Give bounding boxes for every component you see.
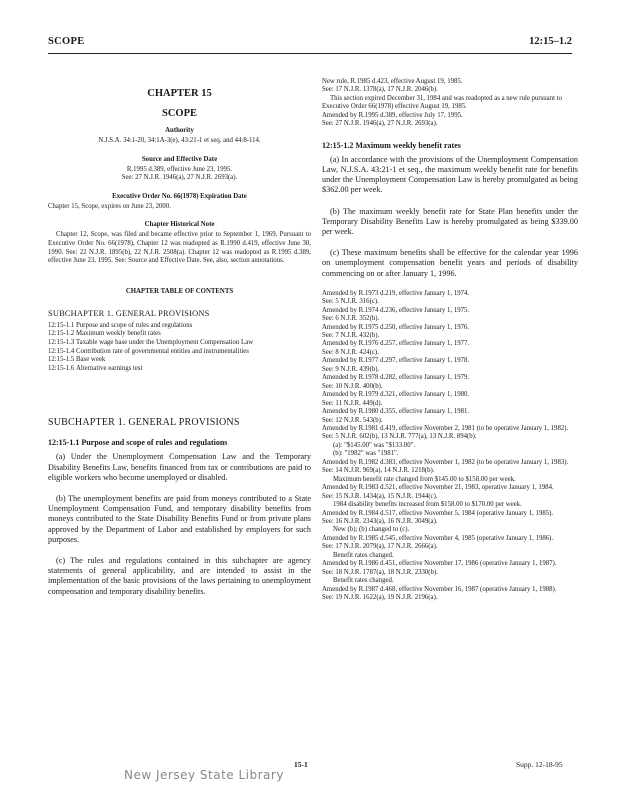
chapter-number: CHAPTER 15 <box>147 88 212 99</box>
toc-item-number: 12:15-1.5 <box>48 356 75 364</box>
history-line: See: 17 N.J.R. 2079(a), 17 N.J.R. 2666(a). <box>322 543 438 551</box>
source-label: Source and Effective Date <box>141 155 218 163</box>
history-line: Amended by R.1980 d.355, effective January 1, 1981. <box>322 408 470 416</box>
toc-item-number: 12:15-1.3 <box>48 338 75 346</box>
source-line: R.1995 d.389, effective June 23, 1995. <box>126 165 233 173</box>
toc-title: CHAPTER TABLE OF CONTENTS <box>125 287 234 295</box>
section-paragraph: (c) These maximum benefits shall be effective for the calendar year 1996 on unemployment compensation benefit years and periods of disability commencing on or after January 1, 1996. <box>322 248 578 278</box>
toc-item[interactable] <box>48 365 311 374</box>
section-paragraph: (a) Under the Unemployment Compensation Law and the Temporary Disability Benefits Law, benefits financed from tax or contributions are paid to eligible workers who become unemployed or disabled. <box>48 452 311 482</box>
history-line: Amended by R.1974 d.236, effective January 1, 1975. <box>322 306 470 314</box>
historical-note-text: Chapter 12, Scope, was filed and became effective prior to September 1, 1969. Pursuant to Executive Order No. 66(1978), Chapter 12 was readopted as R.1990 d.419, effective June 30, 1990. See: 22 N.J.R. 1895(b), 22 N.J.R. 2508(a). Chapter 12 was readopted as R.1995 d.389, effective June 23, 1995. See: Source and Effective Date. See, also, section annotations. <box>48 231 311 265</box>
header-left: SCOPE <box>48 36 85 47</box>
page-number: 15-1 <box>294 760 308 769</box>
section-heading: 12:15-1.1 Purpose and scope of rules and regulations <box>48 438 228 448</box>
eo-text: Chapter 15, Scope, expires on June 23, 2000. <box>48 202 171 210</box>
history-line: See: 17 N.J.R. 1378(a), 17 N.J.R. 2046(b). <box>322 86 438 94</box>
history-line: See: 7 N.J.R. 432(b). <box>322 332 380 340</box>
history-line: Amended by R.1995 d.389, effective July 17, 1995. <box>322 111 463 119</box>
history-line: Amended by R.1984 d.517, effective November 5, 1984 (operative January 1, 1985). <box>322 509 554 517</box>
authority-text: N.J.S.A. 34:1-20, 34:1A-3(e), 43:21-1 et seq. and 44:8-114. <box>98 137 261 144</box>
history-line: Amended by R.1977 d.297, effective January 1, 1978. <box>322 357 470 365</box>
history-line: See: 11 N.J.R. 449(d). <box>322 399 383 407</box>
toc-item[interactable] <box>48 348 311 357</box>
history-line: (a): "$145.00" was "$133.00". <box>333 441 416 449</box>
toc-list <box>48 322 311 374</box>
left-column <box>48 86 311 597</box>
history-line: Amended by R.1986 d.451, effective November 17, 1986 (operative January 1, 1987). <box>322 560 557 568</box>
history-line: See: 18 N.J.R. 1787(a), 18 N.J.R. 2330(b). <box>322 568 438 576</box>
toc-item-title: Contribution rate of governmental entities and instrumentalities <box>76 347 249 355</box>
toc-item-title: Purpose and scope of rules and regulations <box>76 321 193 329</box>
history-line: See: 9 N.J.R. 439(b). <box>322 365 380 373</box>
toc-item[interactable] <box>48 322 311 331</box>
history-line: See: 16 N.J.R. 2343(a), 16 N.J.R. 3049(a). <box>322 517 438 525</box>
history-line: See: 19 N.J.R. 1622(a), 19 N.J.R. 2196(a). <box>322 594 438 602</box>
toc-item-title: Taxable wage base under the Unemployment Compensation Law <box>76 338 254 346</box>
history-line: See: 27 N.J.R. 1946(a), 27 N.J.R. 2693(a). <box>322 120 438 128</box>
toc-item-number: 12:15-1.6 <box>48 364 75 372</box>
history-line: See: 14 N.J.R. 969(a), 14 N.J.R. 1218(b). <box>322 467 435 475</box>
history-line: Benefit rates changed. <box>333 577 394 585</box>
toc-item-title: Base week <box>76 356 106 364</box>
toc-item[interactable] <box>48 356 311 365</box>
section-heading: 12:15-1.2 Maximum weekly benefit rates <box>322 140 461 150</box>
toc-item-title: Maximum weekly benefit rates <box>76 330 161 338</box>
source-line: See: 27 N.J.R. 1946(a), 27 N.J.R. 2693(a). <box>121 174 238 182</box>
history-line: Amended by R.1975 d.250, effective January 1, 1976. <box>322 323 470 331</box>
section-paragraph: (a) In accordance with the provisions of the Unemployment Compensation Law, N.J.S.A. 43:21-1 et seq., the maximum weekly benefit rate for benefits under the Unemployment Compensation Law is hereby promulgated as being $362.00 per week. <box>322 154 578 195</box>
toc-item-number: 12:15-1.4 <box>48 347 75 355</box>
history-line: See: 5 N.J.R. 316(c). <box>322 298 379 306</box>
eo-label: Executive Order No. 66(1978) Expiration Date <box>112 192 247 200</box>
toc-item-number: 12:15-1.2 <box>48 330 75 338</box>
running-header <box>48 36 572 50</box>
history-line: Amended by R.1973 d.219, effective January 1, 1974. <box>322 289 470 297</box>
toc-item-title: Alternative earnings test <box>76 364 143 372</box>
chapter-title: SCOPE <box>161 108 197 119</box>
history-line: New rule, R.1985 d.423, effective August 19, 1985. <box>322 78 463 85</box>
history-line: See: 12 N.J.R. 543(b). <box>322 416 383 424</box>
history-line: 1984 disability benefits increased from $158.00 to $170.00 per week. <box>333 501 522 509</box>
history-line: See: 6 N.J.R. 352(b). <box>322 315 380 323</box>
history-line: New (b); (b) changed to (c). <box>333 526 410 534</box>
toc-item-number: 12:15-1.1 <box>48 321 75 329</box>
toc-subchapter: SUBCHAPTER 1. GENERAL PROVISIONS <box>48 308 210 318</box>
library-stamp: New Jersey State Library <box>124 768 284 782</box>
amendment-history <box>322 290 578 603</box>
history-line: See: 15 N.J.R. 1434(a), 15 N.J.R. 1944(c). <box>322 492 438 500</box>
history-line: Amended by R.1987 d.468, effective November 16, 1987 (operative January 1, 1988). <box>322 585 557 593</box>
history-line: See: 8 N.J.R. 424(c). <box>322 348 379 356</box>
history-line: Amended by R.1985 d.545, effective November 4, 1985 (operative January 1, 1986). <box>322 534 554 542</box>
subchapter-title: SUBCHAPTER 1. GENERAL PROVISIONS <box>48 417 240 429</box>
supplement-date: Supp. 12-18-95 <box>516 760 563 769</box>
section-paragraph: (b) The unemployment benefits are paid from moneys contributed to a State Unemployment Compensation Fund, and temporary disability benefits from moneys contributed to the State Disability Benefits Fund or from private plans approved by the Department of Labor and established by employers for such purposes. <box>48 493 311 544</box>
history-line: Amended by R.1982 d.383, effective November 1, 1982 (to be operative January 1, 1983). <box>322 458 569 466</box>
header-right: 12:15–1.2 <box>529 36 572 47</box>
history-line: Amended by R.1983 d.521, effective November 21, 1983, operative January 1, 1984. <box>322 484 554 492</box>
history-line: Maximum benefit rate changed from $145.00 to $158.00 per week. <box>333 475 516 483</box>
right-column <box>322 78 578 603</box>
history-line: (b): "1982" was "1981". <box>333 450 399 458</box>
section-paragraph: (b) The maximum weekly benefit rate for State Plan benefits under the Temporary Disability Benefits Law is hereby promulgated as being $339.00 per week. <box>322 206 578 236</box>
section-paragraph: (c) The rules and regulations contained in this subchapter are agency statements of general applicability, and are intended to assist in the implementation of the basic provisions of the laws pertaining to unemployment compensation and temporary disability benefits. <box>48 555 311 596</box>
history-line: See: 10 N.J.R. 400(b). <box>322 382 383 390</box>
historical-note-label: Chapter Historical Note <box>144 221 215 229</box>
section-history-note <box>322 78 578 129</box>
authority-label: Authority <box>165 127 194 134</box>
header-rule <box>48 53 572 54</box>
history-line: Benefit rates changed. <box>333 551 394 559</box>
history-line: See: 5 N.J.R. 602(b), 13 N.J.R. 777(a), 13 N.J.R. 894(b). <box>322 433 477 441</box>
toc-item[interactable] <box>48 330 311 339</box>
history-line: Amended by R.1978 d.282, effective January 1, 1979. <box>322 374 470 382</box>
toc-item[interactable] <box>48 339 311 348</box>
history-line: This section expired December 31, 1984 and was readopted as a new rule pursuant to Executive Order 66(1978) effective August 19, 1985. <box>322 94 562 111</box>
history-line: Amended by R.1979 d.321, effective January 1, 1980. <box>322 391 470 399</box>
history-line: Amended by R.1981 d.419, effective November 2, 1981 (to be operative January 1, 1982). <box>322 425 569 432</box>
history-line: Amended by R.1976 d.257, effective January 1, 1977. <box>322 340 470 348</box>
